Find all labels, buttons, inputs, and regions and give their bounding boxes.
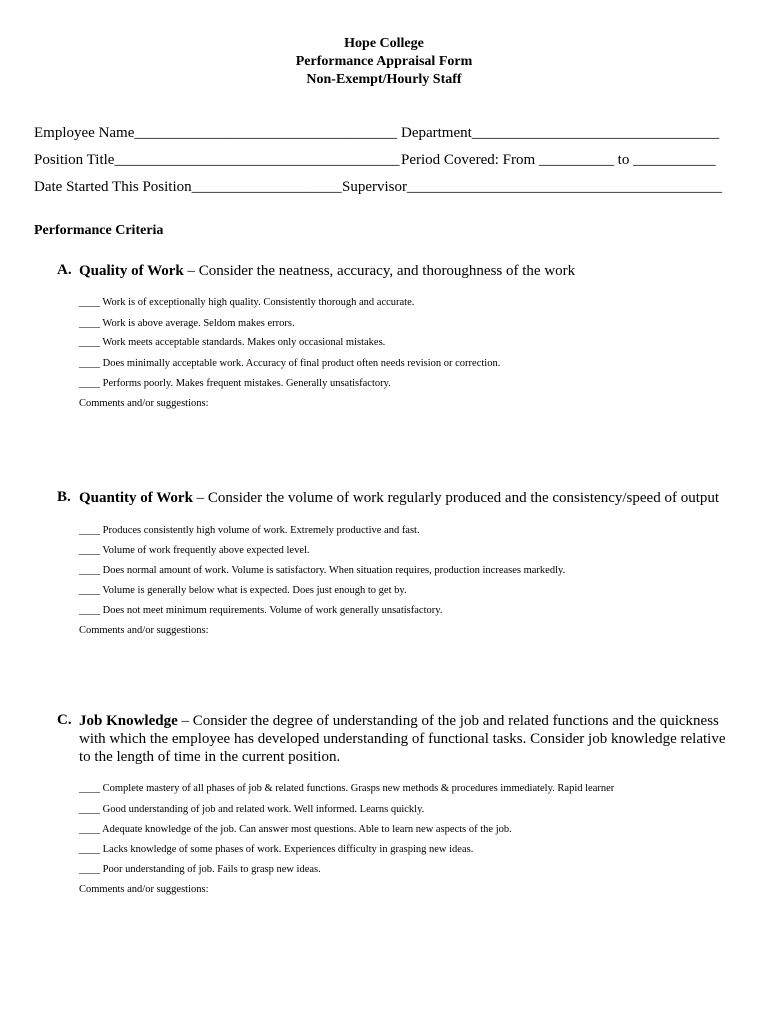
department-field[interactable]: Department_________________________________ bbox=[401, 125, 720, 141]
section-a-option-4[interactable]: ____ Does minimally acceptable work. Accuracy of final product often needs revision or correction. bbox=[79, 358, 501, 369]
college-name: Hope College bbox=[344, 36, 424, 51]
employee-name-field[interactable]: Employee Name___________________________________ bbox=[34, 125, 397, 141]
section-a-comments-label: Comments and/or suggestions: bbox=[79, 398, 209, 409]
position-title-field[interactable]: Position Title______________________________________ bbox=[34, 152, 400, 168]
section-b-option-4[interactable]: ____ Volume is generally below what is expected. Does just enough to get by. bbox=[79, 585, 407, 596]
section-a-description: – Consider the neatness, accuracy, and thoroughness of the work bbox=[183, 263, 576, 279]
section-c-option-1[interactable]: ____ Complete mastery of all phases of job & related functions. Grasps new methods & procedures immediately. Rapid learner bbox=[79, 783, 615, 794]
section-a-option-2[interactable]: ____ Work is above average. Seldom makes errors. bbox=[79, 318, 295, 329]
section-a-option-3[interactable]: ____ Work meets acceptable standards. Makes only occasional mistakes. bbox=[79, 337, 386, 348]
supervisor-field[interactable]: Supervisor__________________________________________ bbox=[342, 179, 722, 195]
section-c-comments-label: Comments and/or suggestions: bbox=[79, 884, 209, 895]
section-c-heading bbox=[79, 712, 729, 766]
section-c-option-5[interactable]: ____ Poor understanding of job. Fails to grasp new ideas. bbox=[79, 864, 321, 875]
section-b-option-1[interactable]: ____ Produces consistently high volume of work. Extremely productive and fast. bbox=[79, 525, 420, 536]
section-c-letter: C. bbox=[57, 712, 72, 728]
section-a-option-1[interactable]: ____ Work is of exceptionally high quality. Consistently thorough and accurate. bbox=[79, 297, 415, 308]
form-title: Performance Appraisal Form bbox=[295, 54, 473, 69]
staff-type: Non-Exempt/Hourly Staff bbox=[306, 72, 462, 87]
section-c-title: Job Knowledge bbox=[79, 713, 178, 729]
section-a-letter: A. bbox=[57, 262, 72, 278]
section-a-title: Quality of Work bbox=[79, 263, 184, 279]
section-c-option-2[interactable]: ____ Good understanding of job and related work. Well informed. Learns quickly. bbox=[79, 804, 425, 815]
date-started-field[interactable]: Date Started This Position____________________ bbox=[34, 179, 342, 195]
section-b-description: – Consider the volume of work regularly produced and the consistency/speed of output bbox=[192, 490, 720, 506]
section-a-option-5[interactable]: ____ Performs poorly. Makes frequent mistakes. Generally unsatisfactory. bbox=[79, 378, 391, 389]
section-c-description: – Consider the degree of understanding of the job and related functions and the quickness with which the employee has developed understanding of functional tasks. Consider job knowledge relative to the length of time in the current position. bbox=[79, 713, 726, 765]
section-b-heading bbox=[79, 489, 719, 507]
section-b-letter: B. bbox=[57, 489, 71, 505]
section-b-option-3[interactable]: ____ Does normal amount of work. Volume is satisfactory. When situation requires, production increases markedly. bbox=[79, 565, 566, 576]
section-c-option-3[interactable]: ____ Adequate knowledge of the job. Can answer most questions. Able to learn new aspects of the job. bbox=[79, 824, 512, 835]
section-b-option-2[interactable]: ____ Volume of work frequently above expected level. bbox=[79, 545, 310, 556]
section-b-option-5[interactable]: ____ Does not meet minimum requirements. Volume of work generally unsatisfactory. bbox=[79, 605, 443, 616]
period-covered-field[interactable]: Period Covered: From __________ to ___________ bbox=[401, 152, 716, 168]
section-b-title: Quantity of Work bbox=[79, 490, 193, 506]
section-c-option-4[interactable]: ____ Lacks knowledge of some phases of work. Experiences difficulty in grasping new ideas. bbox=[79, 844, 474, 855]
section-a-heading bbox=[79, 262, 575, 280]
section-b-comments-label: Comments and/or suggestions: bbox=[79, 625, 209, 636]
performance-criteria-heading: Performance Criteria bbox=[34, 223, 164, 238]
